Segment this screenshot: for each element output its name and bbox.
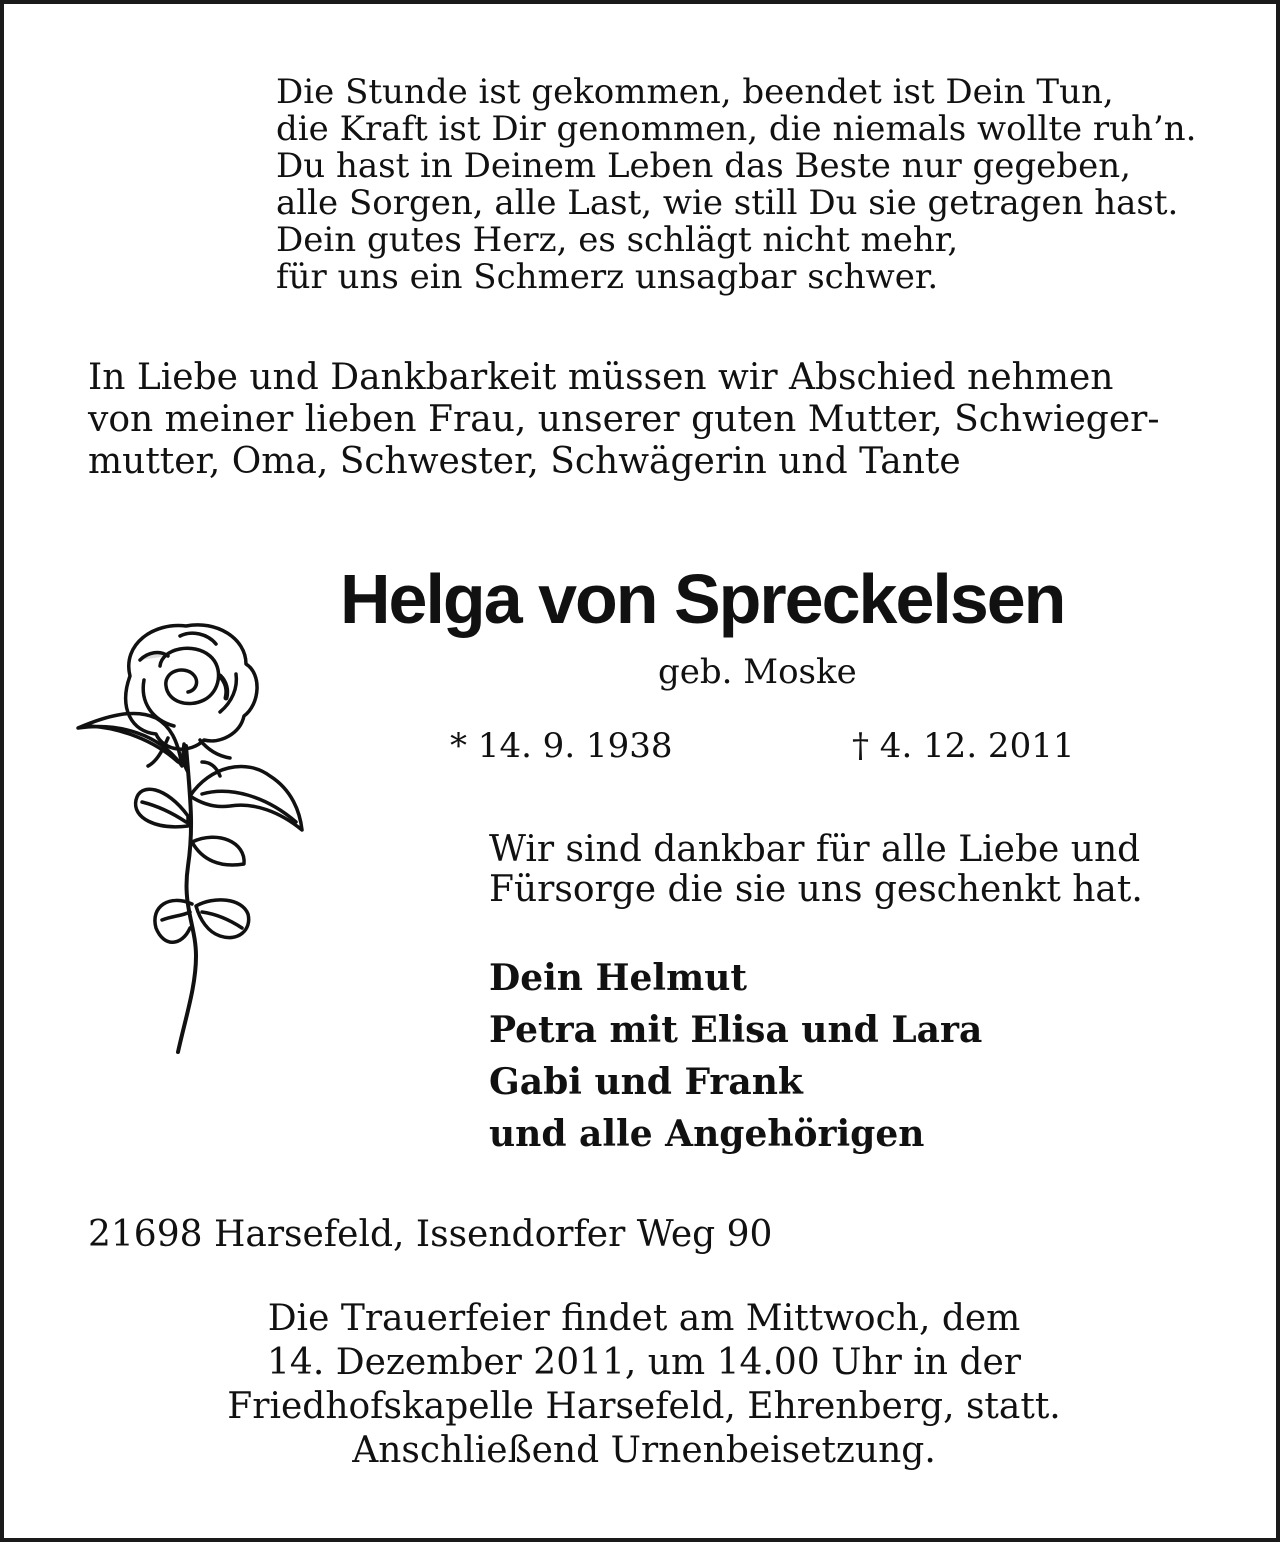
- service-line: Die Trauerfeier findet am Mittwoch, dem: [267, 1298, 1021, 1339]
- deceased-name: Helga von Spreckelsen: [340, 560, 1065, 638]
- poem-line: Du hast in Deinem Leben das Beste nur gegeben,: [276, 146, 1131, 186]
- poem: [276, 74, 1236, 296]
- service-line: 14. Dezember 2011, um 14.00 Uhr in der: [267, 1342, 1021, 1383]
- intro-line: In Liebe und Dankbarkeit müssen wir Abschied nehmen: [88, 357, 1114, 398]
- poem-line: die Kraft ist Dir genommen, die niemals wollte ruh’n.: [276, 109, 1197, 149]
- rose-icon: [70, 616, 310, 1061]
- family-member: und alle Angehörigen: [489, 1113, 925, 1155]
- thanks-text: [489, 830, 1249, 910]
- intro-line: von meiner lieben Frau, unserer guten Mutter, Schwieger-: [88, 399, 1160, 440]
- maiden-name: geb. Moske: [658, 652, 857, 692]
- funeral-service-info: [144, 1297, 1144, 1473]
- thanks-line: Wir sind dankbar für alle Liebe und: [489, 829, 1141, 870]
- family-member: Gabi und Frank: [489, 1061, 803, 1103]
- birth-date: * 14. 9. 1938: [450, 726, 673, 766]
- farewell-intro: [88, 357, 1238, 483]
- family-member: Petra mit Elisa und Lara: [489, 1009, 983, 1051]
- poem-line: alle Sorgen, alle Last, wie still Du sie getragen hast.: [276, 183, 1179, 223]
- death-date: † 4. 12. 2011: [852, 726, 1075, 766]
- thanks-line: Fürsorge die sie uns geschenkt hat.: [489, 869, 1143, 910]
- poem-line: Dein gutes Herz, es schlägt nicht mehr,: [276, 220, 959, 260]
- address: 21698 Harsefeld, Issendorfer Weg 90: [88, 1214, 773, 1255]
- poem-line: für uns ein Schmerz unsagbar schwer.: [276, 257, 939, 297]
- poem-line: Die Stunde ist gekommen, beendet ist Dein Tun,: [276, 72, 1114, 112]
- family-member: Dein Helmut: [489, 957, 747, 999]
- service-line: Friedhofskapelle Harsefeld, Ehrenberg, statt.: [227, 1386, 1061, 1427]
- intro-line: mutter, Oma, Schwester, Schwägerin und Tante: [88, 441, 961, 482]
- service-line: Anschließend Urnenbeisetzung.: [352, 1430, 936, 1471]
- family-signatures: [489, 952, 1249, 1160]
